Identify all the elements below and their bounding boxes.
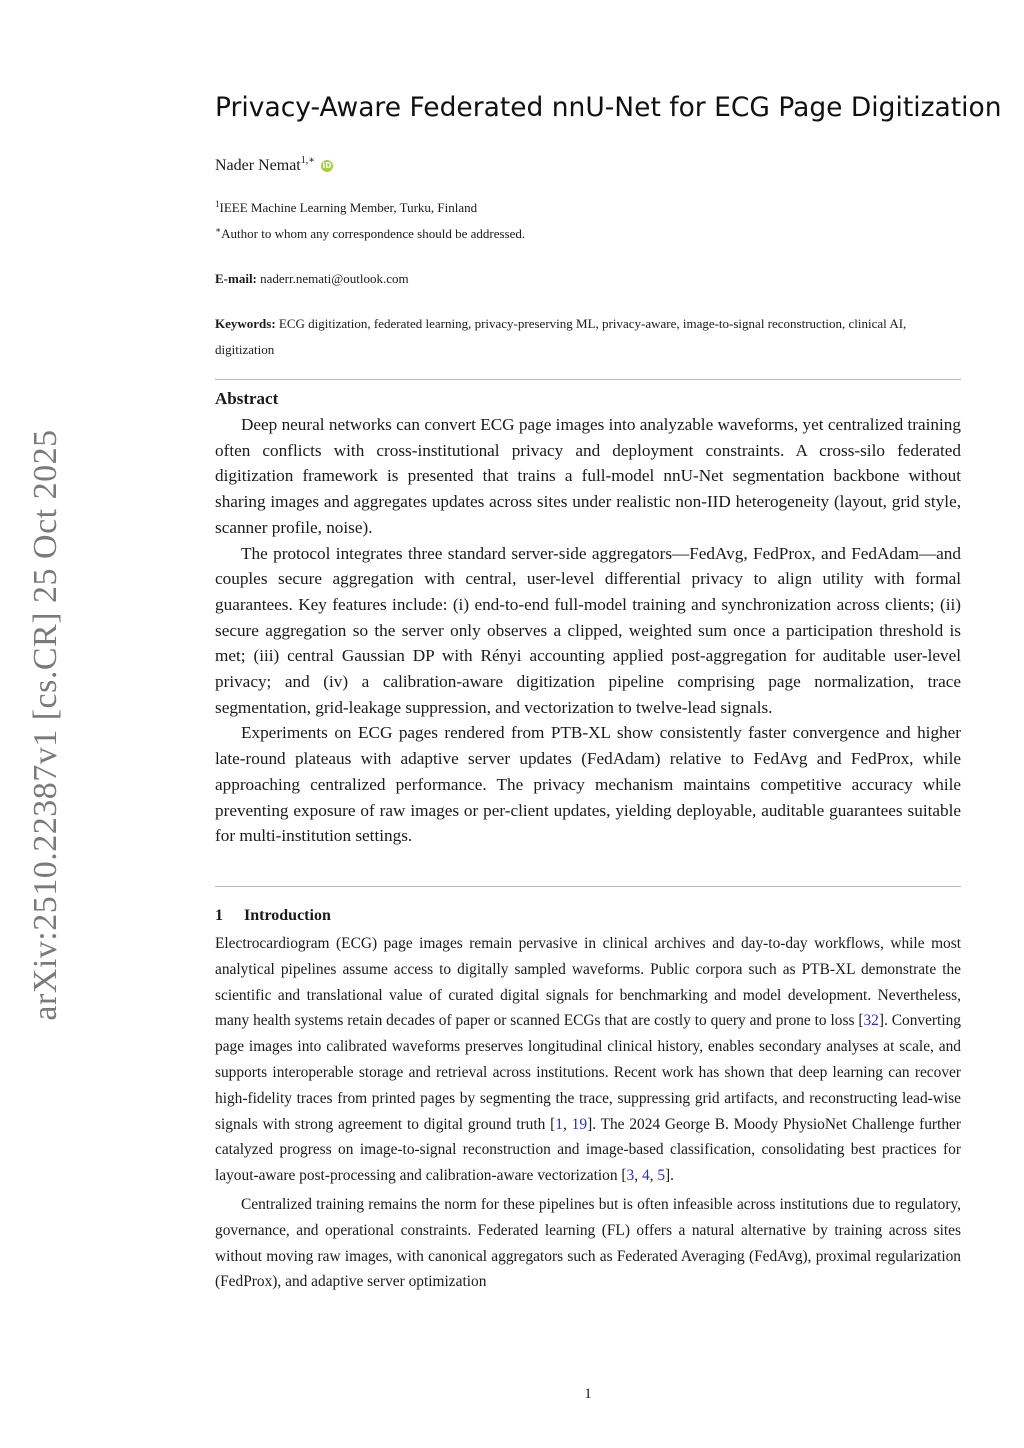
affiliation [215,199,477,216]
intro-text: ]. [665,1167,675,1185]
email-address[interactable]: naderr.nemati@outlook.com [260,271,409,286]
affiliation-text: IEEE Machine Learning Member, Turku, Finland [219,200,478,215]
keywords [215,311,963,362]
keywords-label: Keywords: [215,316,276,331]
section-title: Introduction [244,907,331,924]
intro-paragraph [215,931,961,1189]
author-line [215,155,333,175]
affiliation-mark: 1 [215,199,220,209]
citation-separator: , [634,1167,642,1185]
intro-paragraph: Centralized training remains the norm for these pipelines but is often infeasible across institutions due to regulatory, governance, and operational constraints. Federated learning (FL) offers a natural alternative by training across sites without moving raw images, with canonical aggregators such as Federated Averaging (FedAvg), proximal regularization (FedProx), and adaptive server optimization [215,1195,961,1291]
intro-text: Electrocardiogram (ECG) page images remain pervasive in clinical archives and day-to-day workflows, while most analytical pipelines assume access to digitally sampled waveforms. Public corpora such as PTB-XL demonstrate the scientific and translational value of curated digital signals for benchmarking and model development. Nevertheless, many health systems retain decades of paper or scanned ECGs that are costly to query and prone to loss [ [215,935,961,1030]
orcid-icon[interactable]: iD [322,161,332,170]
intro-text: ]. Converting page images into calibrated waveforms preserves longitudinal clinical history, enables secondary analyses at scale, and supports interoperable storage and retrieval across institutions. Recent work has shown that deep learning can recover high-fidelity traces from printed pages by segmenting the trace, suppressing grid artifacts, and reconstructing lead-wise signals with strong agreement to digital ground truth [ [215,1012,961,1133]
citation-link[interactable]: 5 [657,1167,666,1185]
citation-link[interactable]: 3 [626,1167,635,1185]
email-line [215,271,409,287]
page-number: 1 [584,1386,592,1402]
abstract-paragraph: Deep neural networks can convert ECG page images into analyzable waveforms, yet centralized training often conflicts with cross-institutional privacy and deployment constraints. A cross-silo federated digitization framework is presented that trains a full-model nnU-Net segmentation backbone without sharing images and aggregates updates across sites under realistic non-IID heterogeneity (layout, grid style, scanner profile, noise). [215,415,961,537]
arxiv-side-stamp[interactable]: arXiv:2510.22387v1 [cs.CR] 25 Oct 2025 [27,429,64,1021]
citation-link[interactable]: 19 [571,1115,588,1133]
citation-link[interactable]: 32 [863,1012,879,1030]
abstract-paragraph: The protocol integrates three standard server-side aggregators—FedAvg, FedProx, and FedAdam—and couples secure aggregation with central, user-level differential privacy to align utility with formal guarantees. Key features include: (i) end-to-end full-model training and synchronization across clients; (ii) secure aggregation so the server only observes a clipped, weighted sum once a participation threshold is met; (iii) central Gaussian DP with Rényi accounting applied post-aggregation for auditable user-level privacy; and (iv) a calibration-aware digitization pipeline comprising page normalization, trace segmentation, grid-leakage suppression, and vectorization to twelve-lead signals. [215,543,961,717]
abstract-body [215,412,961,849]
email-label: E-mail: [215,271,257,286]
citation-separator: , [649,1167,658,1185]
intro-text: ]. The 2024 George B. Moody PhysioNet Challenge further catalyzed progress on image-to-signal reconstruction and image-based classification, consolidating best practices for layout-aware post-processing and calibration-aware vectorization [ [215,1115,961,1185]
section-heading-introduction [215,907,331,925]
keywords-text: ECG digitization, federated learning, privacy-preserving ML, privacy-aware, image-to-signal reconstruction, clinical AI, digitization [215,316,907,357]
abstract-paragraph: Experiments on ECG pages rendered from PTB-XL show consistently faster convergence and higher late-round plateaus with adaptive server updates (FedAdam) relative to FedAvg and FedProx, while approaching centralized performance. The privacy mechanism maintains competitive accuracy while preventing exposure of raw images or per-client updates, yielding deployable, auditable guarantees suitable for multi-institution settings. [215,723,961,846]
introduction-body [215,931,961,1295]
citation-link[interactable]: 1 [555,1115,563,1133]
author-name: Nader Nemat [215,157,301,174]
correspondence-note [215,225,525,242]
citation-separator: , [563,1115,572,1133]
abstract-top-rule [215,379,961,380]
correspondence-text: Author to whom any correspondence should be addressed. [221,226,526,241]
citation-link[interactable]: 4 [641,1167,650,1185]
abstract-heading: Abstract [215,389,279,408]
section-number: 1 [215,907,223,924]
correspondence-mark: ∗ [215,225,222,235]
paper-title: Privacy-Aware Federated nnU-Net for ECG Page Digitization [215,92,1002,123]
author-affil-mark: 1,∗ [300,155,316,166]
abstract-bottom-rule [215,886,961,887]
